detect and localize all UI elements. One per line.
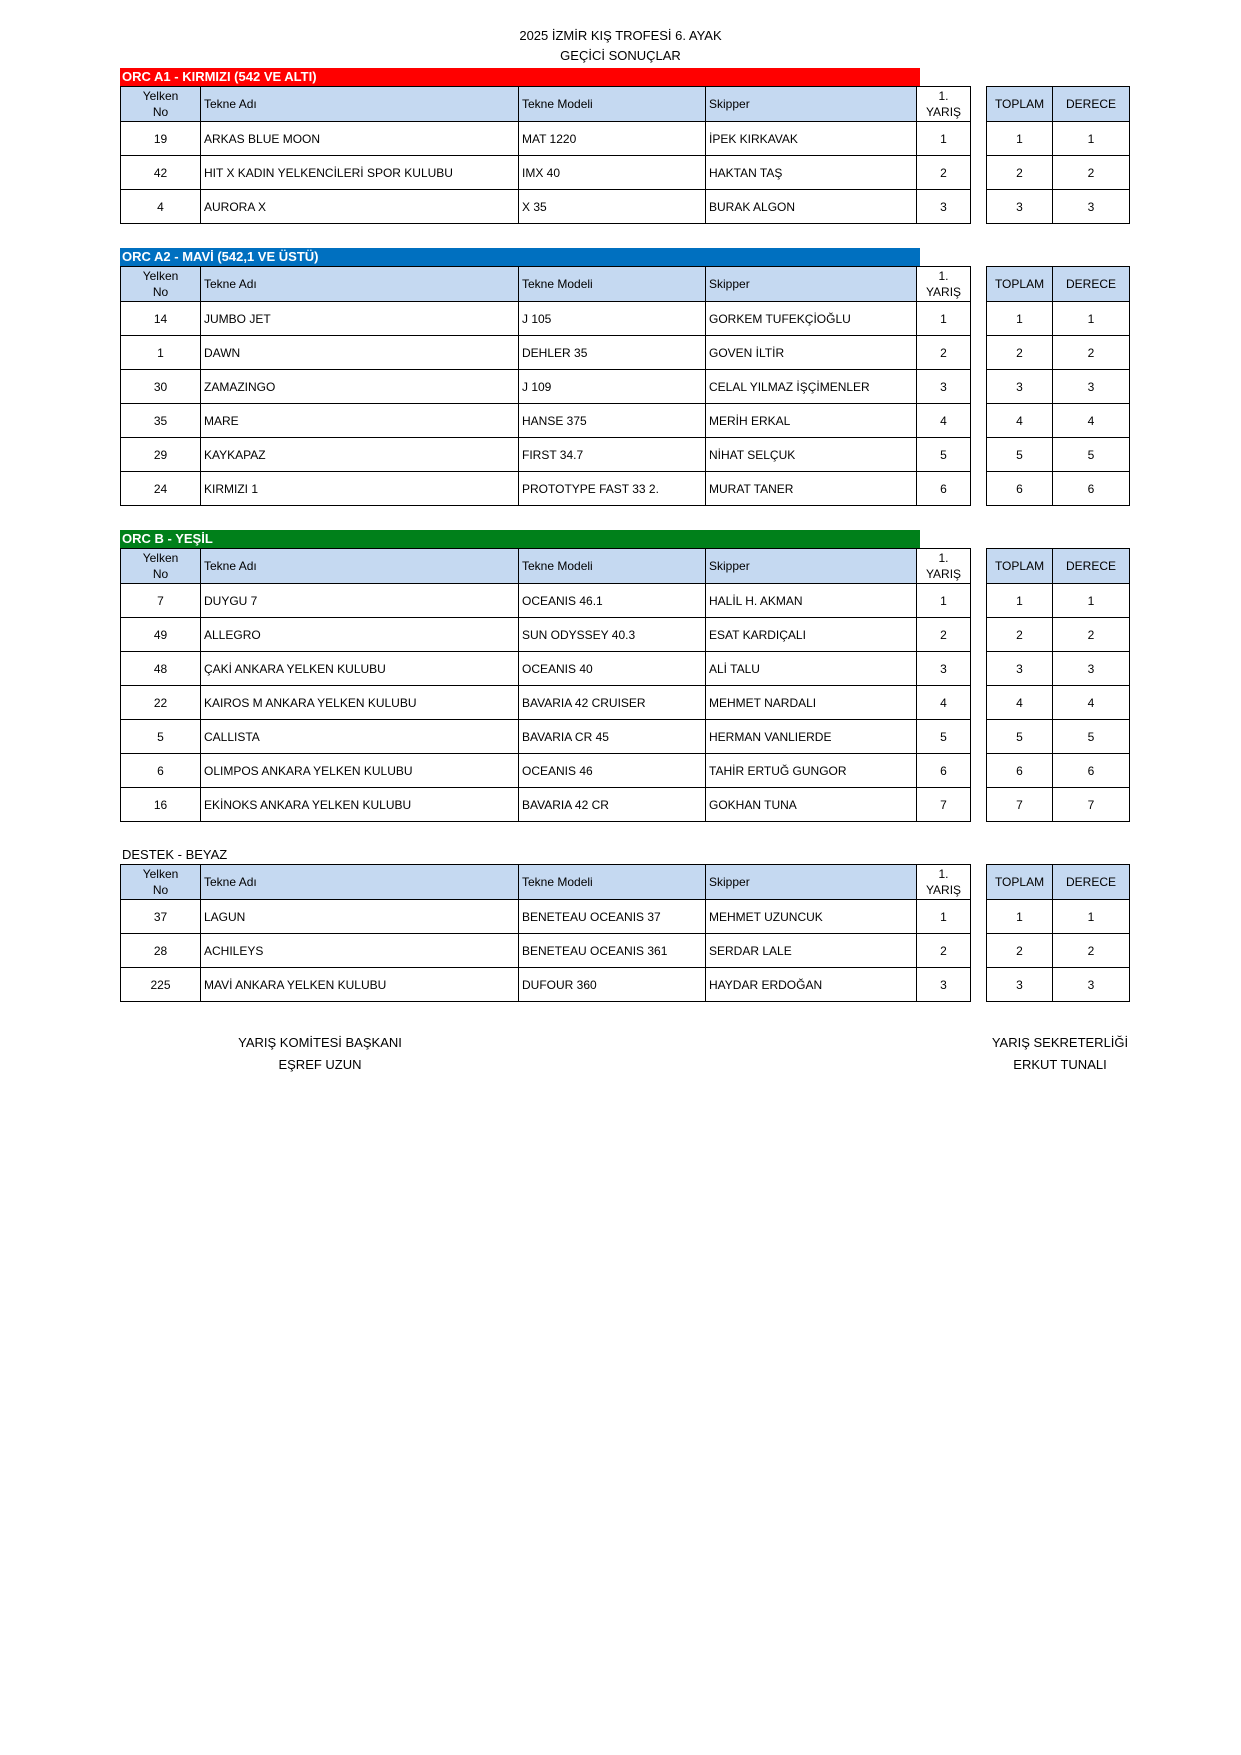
race-1-cell: 4 — [917, 686, 971, 720]
rank-cell: 4 — [1053, 404, 1130, 438]
race-1-cell: 5 — [917, 720, 971, 754]
table-row — [121, 156, 971, 190]
boat-name-cell: CALLISTA — [201, 720, 519, 754]
sail-no-cell: 14 — [121, 302, 201, 336]
header-sail-no-line2: No — [152, 105, 169, 119]
sail-no-cell: 49 — [121, 618, 201, 652]
table-row — [121, 652, 971, 686]
header-sail-no-line1: Yelken — [142, 551, 179, 565]
boat-name-cell: AURORA X — [201, 190, 519, 224]
total-cell: 2 — [987, 934, 1053, 968]
rank-cell: 1 — [1053, 900, 1130, 934]
document-subtitle: GEÇİCİ SONUÇLAR — [560, 48, 681, 63]
table-row — [987, 404, 1130, 438]
boat-model-cell: BENETEAU OCEANIS 361 — [519, 934, 706, 968]
boat-model-cell: IMX 40 — [519, 156, 706, 190]
total-cell: 6 — [987, 472, 1053, 506]
race-secretary-name: ERKUT TUNALI — [1013, 1057, 1107, 1072]
table-row — [121, 302, 971, 336]
boat-model-cell: OCEANIS 46.1 — [519, 584, 706, 618]
skipper-cell: GOKHAN TUNA — [706, 788, 917, 822]
skipper-cell: CELAL YILMAZ İŞÇİMENLER — [706, 370, 917, 404]
sail-no-cell: 19 — [121, 122, 201, 156]
results-table — [120, 864, 971, 1002]
race-1-cell: 1 — [917, 122, 971, 156]
header-sail-no — [121, 549, 201, 584]
skipper-cell: ESAT KARDIÇALI — [706, 618, 917, 652]
header-race-line2: YARIŞ — [925, 105, 962, 119]
rank-cell: 5 — [1053, 720, 1130, 754]
sail-no-cell: 29 — [121, 438, 201, 472]
race-1-cell: 7 — [917, 788, 971, 822]
boat-name-cell: ZAMAZINGO — [201, 370, 519, 404]
header-boat-name: Tekne Adı — [201, 865, 519, 900]
table-row — [987, 156, 1130, 190]
table-row — [121, 968, 971, 1002]
total-cell: 2 — [987, 618, 1053, 652]
header-sail-no-line1: Yelken — [142, 269, 179, 283]
committee-chair-title: YARIŞ KOMİTESİ BAŞKANI — [238, 1035, 402, 1050]
race-secretary-title: YARIŞ SEKRETERLİĞİ — [991, 1035, 1129, 1050]
boat-model-cell: J 105 — [519, 302, 706, 336]
table-row — [121, 934, 971, 968]
header-race-1 — [917, 549, 971, 584]
table-row — [987, 472, 1130, 506]
rank-cell: 1 — [1053, 584, 1130, 618]
table-row — [121, 190, 971, 224]
total-cell: 3 — [987, 370, 1053, 404]
skipper-cell: HAYDAR ERDOĞAN — [706, 968, 917, 1002]
totals-table — [986, 86, 1130, 224]
skipper-cell: MERİH ERKAL — [706, 404, 917, 438]
header-total: TOPLAM — [987, 87, 1053, 122]
header-boat-model: Tekne Modeli — [519, 865, 706, 900]
boat-model-cell: J 109 — [519, 370, 706, 404]
sail-no-cell: 35 — [121, 404, 201, 438]
skipper-cell: BURAK ALGON — [706, 190, 917, 224]
race-1-cell: 2 — [917, 934, 971, 968]
boat-model-cell: DUFOUR 360 — [519, 968, 706, 1002]
totals-table — [986, 548, 1130, 822]
rank-cell: 2 — [1053, 336, 1130, 370]
results-table — [120, 86, 971, 224]
table-row — [987, 720, 1130, 754]
race-1-cell: 4 — [917, 404, 971, 438]
header-sail-no — [121, 267, 201, 302]
table-row — [987, 968, 1130, 1002]
results-table — [120, 548, 971, 822]
header-sail-no-line1: Yelken — [142, 89, 179, 103]
header-skipper: Skipper — [706, 267, 917, 302]
table-row — [987, 618, 1130, 652]
sail-no-cell: 22 — [121, 686, 201, 720]
header-race-line2: YARIŞ — [925, 883, 962, 897]
boat-model-cell: X 35 — [519, 190, 706, 224]
table-row — [987, 686, 1130, 720]
total-cell: 1 — [987, 122, 1053, 156]
boat-model-cell: OCEANIS 46 — [519, 754, 706, 788]
skipper-cell: HAKTAN TAŞ — [706, 156, 917, 190]
rank-cell: 4 — [1053, 686, 1130, 720]
sail-no-cell: 1 — [121, 336, 201, 370]
table-row — [121, 404, 971, 438]
table-row — [121, 720, 971, 754]
total-cell: 7 — [987, 788, 1053, 822]
skipper-cell: NİHAT SELÇUK — [706, 438, 917, 472]
rank-cell: 1 — [1053, 302, 1130, 336]
rank-cell: 7 — [1053, 788, 1130, 822]
header-skipper: Skipper — [706, 865, 917, 900]
boat-model-cell: PROTOTYPE FAST 33 2. — [519, 472, 706, 506]
table-row — [987, 122, 1130, 156]
boat-name-cell: ACHILEYS — [201, 934, 519, 968]
skipper-cell: SERDAR LALE — [706, 934, 917, 968]
sail-no-cell: 24 — [121, 472, 201, 506]
race-1-cell: 3 — [917, 190, 971, 224]
boat-name-cell: KAYKAPAZ — [201, 438, 519, 472]
total-cell: 4 — [987, 686, 1053, 720]
header-sail-no-line1: Yelken — [142, 867, 179, 881]
header-sail-no — [121, 865, 201, 900]
totals-table — [986, 864, 1130, 1002]
sail-no-cell: 225 — [121, 968, 201, 1002]
skipper-cell: HERMAN VANLIERDE — [706, 720, 917, 754]
boat-model-cell: BAVARIA 42 CR — [519, 788, 706, 822]
boat-model-cell: OCEANIS 40 — [519, 652, 706, 686]
boat-model-cell: FIRST 34.7 — [519, 438, 706, 472]
table-row — [987, 370, 1130, 404]
race-1-cell: 3 — [917, 968, 971, 1002]
boat-name-cell: MAVİ ANKARA YELKEN KULUBU — [201, 968, 519, 1002]
header-race-line1: 1. — [938, 89, 949, 103]
total-cell: 5 — [987, 438, 1053, 472]
results-table — [120, 266, 971, 506]
header-sail-no-line2: No — [152, 883, 169, 897]
table-row — [121, 584, 971, 618]
total-cell: 1 — [987, 584, 1053, 618]
table-row — [987, 190, 1130, 224]
table-row — [987, 900, 1130, 934]
boat-name-cell: ARKAS BLUE MOON — [201, 122, 519, 156]
boat-name-cell: KAIROS M ANKARA YELKEN KULUBU — [201, 686, 519, 720]
section-title-band: ORC B - YEŞİL — [120, 530, 920, 548]
header-race-line1: 1. — [938, 551, 949, 565]
rank-cell: 2 — [1053, 156, 1130, 190]
boat-name-cell: KIRMIZI 1 — [201, 472, 519, 506]
race-1-cell: 1 — [917, 900, 971, 934]
total-cell: 2 — [987, 156, 1053, 190]
total-cell: 3 — [987, 968, 1053, 1002]
rank-cell: 6 — [1053, 472, 1130, 506]
boat-model-cell: BAVARIA CR 45 — [519, 720, 706, 754]
rank-cell: 3 — [1053, 370, 1130, 404]
boat-name-cell: MARE — [201, 404, 519, 438]
skipper-cell: MEHMET NARDALI — [706, 686, 917, 720]
header-race-line1: 1. — [938, 269, 949, 283]
header-boat-name: Tekne Adı — [201, 267, 519, 302]
table-row — [121, 686, 971, 720]
boat-name-cell: DAWN — [201, 336, 519, 370]
header-race-1 — [917, 865, 971, 900]
skipper-cell: MEHMET UZUNCUK — [706, 900, 917, 934]
race-1-cell: 2 — [917, 618, 971, 652]
rank-cell: 6 — [1053, 754, 1130, 788]
skipper-cell: MURAT TANER — [706, 472, 917, 506]
table-row — [121, 900, 971, 934]
header-rank: DERECE — [1053, 865, 1130, 900]
header-rank: DERECE — [1053, 87, 1130, 122]
total-cell: 4 — [987, 404, 1053, 438]
header-race-line2: YARIŞ — [925, 285, 962, 299]
total-cell: 6 — [987, 754, 1053, 788]
sail-no-cell: 7 — [121, 584, 201, 618]
table-row — [987, 754, 1130, 788]
table-row — [121, 618, 971, 652]
table-row — [987, 438, 1130, 472]
table-row — [121, 438, 971, 472]
header-total: TOPLAM — [987, 549, 1053, 584]
race-1-cell: 3 — [917, 370, 971, 404]
header-boat-model: Tekne Modeli — [519, 267, 706, 302]
header-rank: DERECE — [1053, 549, 1130, 584]
total-cell: 5 — [987, 720, 1053, 754]
header-sail-no-line2: No — [152, 285, 169, 299]
total-cell: 3 — [987, 190, 1053, 224]
sail-no-cell: 6 — [121, 754, 201, 788]
race-1-cell: 1 — [917, 302, 971, 336]
boat-name-cell: HIT X KADIN YELKENCİLERİ SPOR KULUBU — [201, 156, 519, 190]
header-total: TOPLAM — [987, 865, 1053, 900]
committee-chair-name: EŞREF UZUN — [278, 1057, 362, 1072]
table-row — [121, 370, 971, 404]
boat-name-cell: LAGUN — [201, 900, 519, 934]
header-sail-no — [121, 87, 201, 122]
race-1-cell: 6 — [917, 472, 971, 506]
boat-name-cell: JUMBO JET — [201, 302, 519, 336]
skipper-cell: ALİ TALU — [706, 652, 917, 686]
total-cell: 3 — [987, 652, 1053, 686]
boat-name-cell: DUYGU 7 — [201, 584, 519, 618]
table-row — [987, 336, 1130, 370]
skipper-cell: HALİL H. AKMAN — [706, 584, 917, 618]
section-title-band: DESTEK - BEYAZ — [122, 847, 228, 862]
boat-name-cell: ÇAKİ ANKARA YELKEN KULUBU — [201, 652, 519, 686]
skipper-cell: İPEK KIRKAVAK — [706, 122, 917, 156]
boat-model-cell: HANSE 375 — [519, 404, 706, 438]
boat-name-cell: EKİNOKS ANKARA YELKEN KULUBU — [201, 788, 519, 822]
totals-table — [986, 266, 1130, 506]
header-race-line1: 1. — [938, 867, 949, 881]
boat-model-cell: BAVARIA 42 CRUISER — [519, 686, 706, 720]
header-total: TOPLAM — [987, 267, 1053, 302]
sail-no-cell: 5 — [121, 720, 201, 754]
header-race-line2: YARIŞ — [925, 567, 962, 581]
sail-no-cell: 48 — [121, 652, 201, 686]
header-rank: DERECE — [1053, 267, 1130, 302]
table-row — [987, 788, 1130, 822]
boat-name-cell: ALLEGRO — [201, 618, 519, 652]
rank-cell: 2 — [1053, 934, 1130, 968]
header-boat-model: Tekne Modeli — [519, 87, 706, 122]
boat-model-cell: SUN ODYSSEY 40.3 — [519, 618, 706, 652]
race-1-cell: 5 — [917, 438, 971, 472]
table-row — [121, 122, 971, 156]
sail-no-cell: 16 — [121, 788, 201, 822]
header-skipper: Skipper — [706, 549, 917, 584]
rank-cell: 5 — [1053, 438, 1130, 472]
race-1-cell: 1 — [917, 584, 971, 618]
header-boat-name: Tekne Adı — [201, 549, 519, 584]
boat-model-cell: MAT 1220 — [519, 122, 706, 156]
header-skipper: Skipper — [706, 87, 917, 122]
skipper-cell: TAHİR ERTUĞ GUNGOR — [706, 754, 917, 788]
sail-no-cell: 30 — [121, 370, 201, 404]
header-race-1 — [917, 87, 971, 122]
boat-model-cell: DEHLER 35 — [519, 336, 706, 370]
race-1-cell: 2 — [917, 156, 971, 190]
document-title: 2025 İZMİR KIŞ TROFESİ 6. AYAK — [519, 28, 722, 43]
table-row — [987, 302, 1130, 336]
header-race-1 — [917, 267, 971, 302]
skipper-cell: GOVEN İLTİR — [706, 336, 917, 370]
skipper-cell: GORKEM TUFEKÇİOĞLU — [706, 302, 917, 336]
boat-name-cell: OLIMPOS ANKARA YELKEN KULUBU — [201, 754, 519, 788]
table-row — [987, 652, 1130, 686]
table-row — [121, 472, 971, 506]
total-cell: 1 — [987, 302, 1053, 336]
total-cell: 1 — [987, 900, 1053, 934]
sail-no-cell: 4 — [121, 190, 201, 224]
total-cell: 2 — [987, 336, 1053, 370]
section-title-band: ORC A1 - KIRMIZI (542 VE ALTI) — [120, 68, 920, 86]
table-row — [987, 934, 1130, 968]
sail-no-cell: 42 — [121, 156, 201, 190]
header-sail-no-line2: No — [152, 567, 169, 581]
boat-model-cell: BENETEAU OCEANIS 37 — [519, 900, 706, 934]
header-boat-name: Tekne Adı — [201, 87, 519, 122]
race-1-cell: 2 — [917, 336, 971, 370]
rank-cell: 1 — [1053, 122, 1130, 156]
table-row — [121, 336, 971, 370]
table-row — [121, 788, 971, 822]
sail-no-cell: 37 — [121, 900, 201, 934]
rank-cell: 3 — [1053, 968, 1130, 1002]
table-row — [121, 754, 971, 788]
race-1-cell: 6 — [917, 754, 971, 788]
sail-no-cell: 28 — [121, 934, 201, 968]
rank-cell: 3 — [1053, 652, 1130, 686]
table-row — [987, 584, 1130, 618]
header-boat-model: Tekne Modeli — [519, 549, 706, 584]
rank-cell: 3 — [1053, 190, 1130, 224]
rank-cell: 2 — [1053, 618, 1130, 652]
section-title-band: ORC A2 - MAVİ (542,1 VE ÜSTÜ) — [120, 248, 920, 266]
race-1-cell: 3 — [917, 652, 971, 686]
